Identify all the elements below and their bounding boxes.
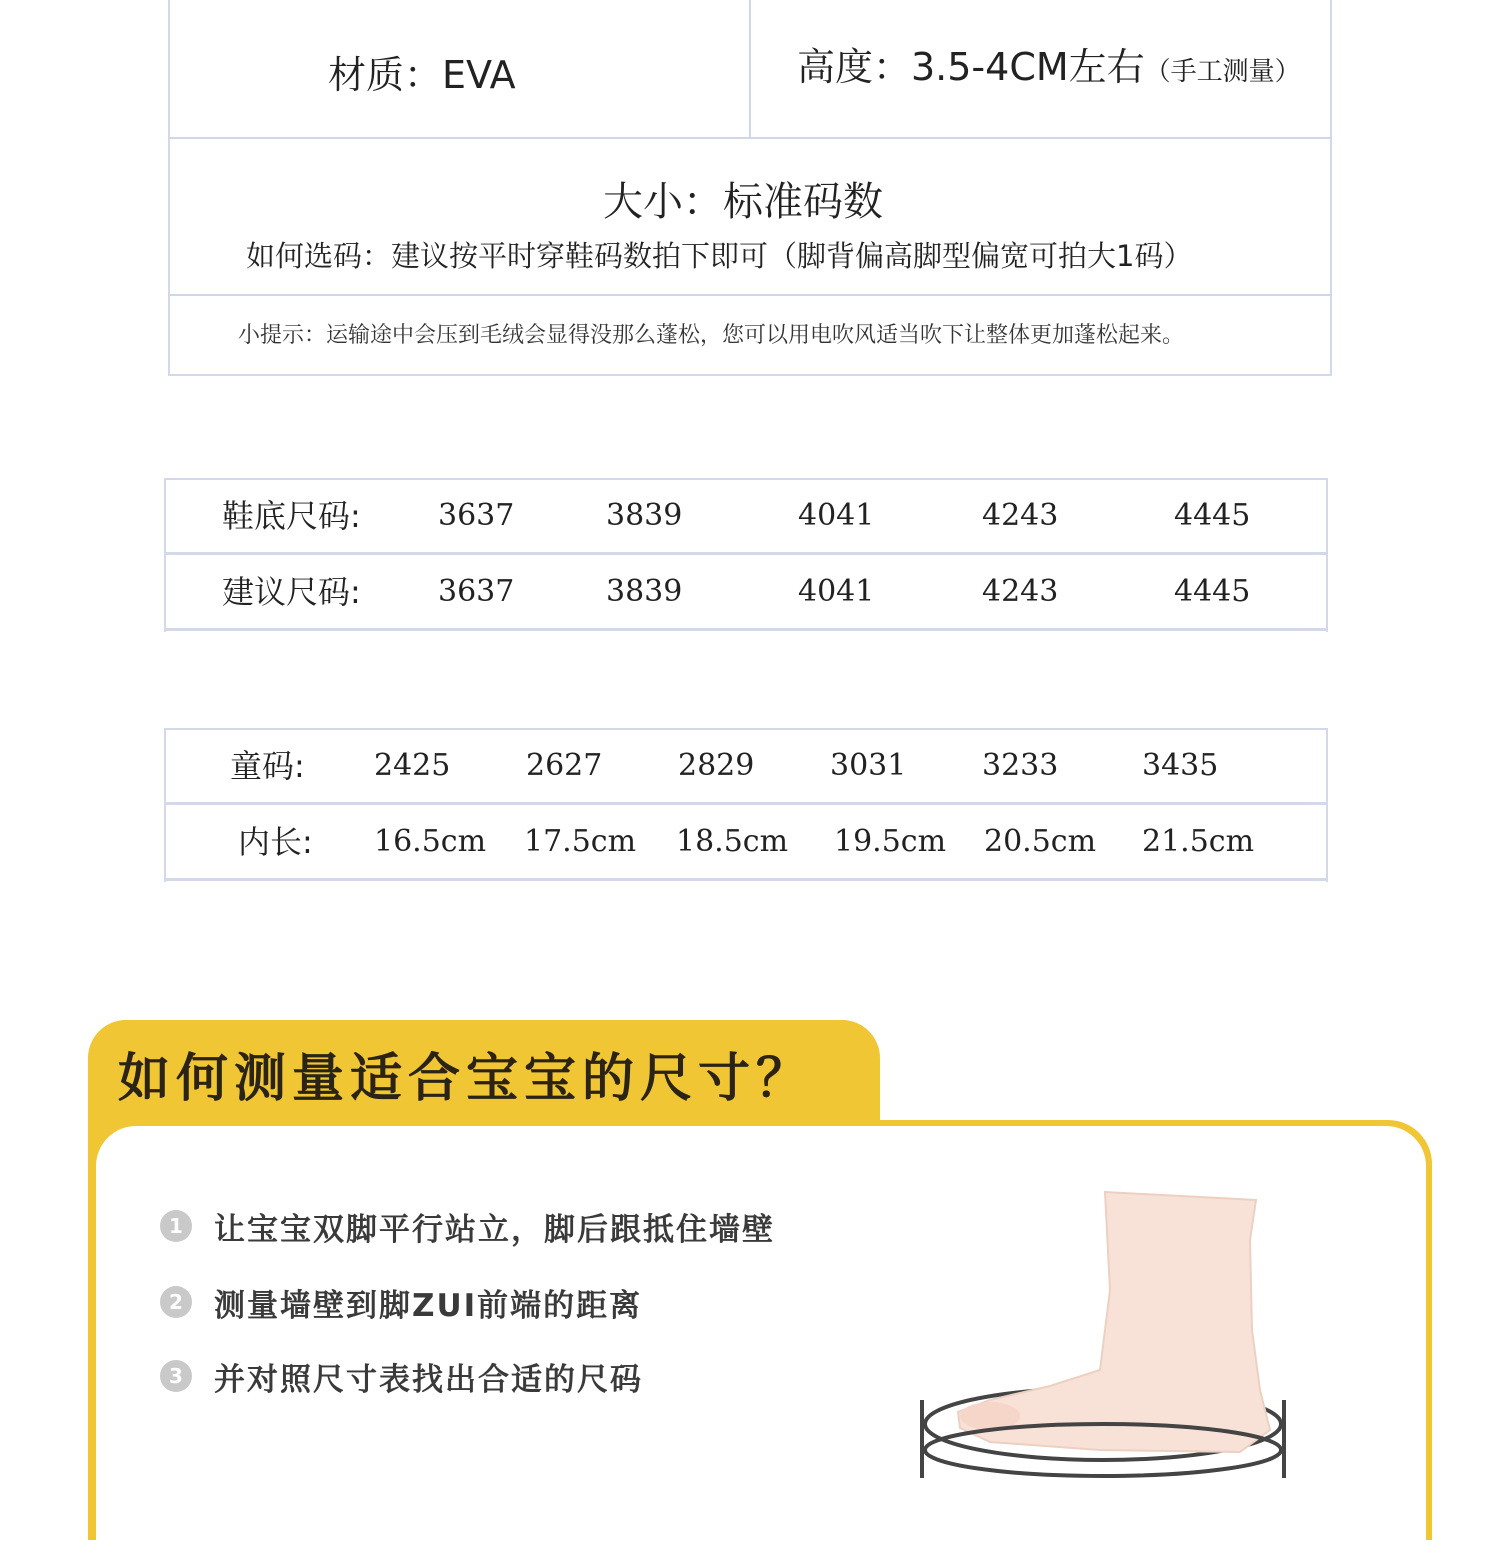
height-text [797,36,1301,91]
info-vertical-divider [749,0,751,138]
table-cell: 20.5cm [984,824,1097,859]
how-to-choose-text: 如何选码：建议按平时穿鞋码数拍下即可（脚背偏高脚型偏宽可拍大1码） [246,239,1193,273]
table-cell: 3637 [438,574,515,609]
step-2 [160,1282,642,1322]
table-row [166,730,1326,805]
kids-size-table [164,728,1328,882]
table-cell: 3031 [830,748,907,783]
table-cell: 17.5cm [524,824,637,859]
step-text: 让宝宝双脚平行站立，脚后跟抵住墙壁 [214,1211,775,1248]
step-number-icon: 3 [160,1360,192,1392]
height-main: 高度：3.5-4CM左右 [797,45,1145,89]
table-cell: 2829 [678,748,755,783]
table-cell: 4445 [1174,498,1251,533]
table-cell: 3839 [606,498,683,533]
table-cell: 21.5cm [1142,824,1255,859]
table-cell: 4243 [982,574,1059,609]
table-cell: 4041 [798,498,875,533]
measure-heading: 如何测量适合宝宝的尺寸？ [118,1049,815,1109]
table-cell: 3839 [606,574,683,609]
material-text: 材质：EVA [328,53,516,97]
step-3 [160,1356,643,1396]
row-label: 童码: [230,747,305,785]
step-number-icon: 2 [160,1286,192,1318]
height-note: （手工测量） [1144,57,1301,87]
step-text: 测量墙壁到脚ZUI前端的距离 [214,1287,643,1324]
table-row [166,806,1326,881]
table-row [166,480,1326,555]
size-text: 大小：标准码数 [603,179,883,225]
table-cell: 4041 [798,574,875,609]
table-cell: 4243 [982,498,1059,533]
info-divider-2 [168,294,1332,296]
tip-text: 小提示：运输途中会压到毛绒会显得没那么蓬松，您可以用电吹风适当吹下让整体更加蓬松起来。 [238,323,1185,348]
adult-size-table [164,478,1328,632]
step-1 [160,1206,775,1246]
table-cell: 4445 [1174,574,1251,609]
table-row [166,556,1326,631]
info-divider-1 [168,137,1332,139]
table-cell: 16.5cm [374,824,487,859]
step-text: 并对照尺寸表找出合适的尺码 [214,1361,643,1398]
row-label: 内长: [238,823,313,861]
step-number-icon: 1 [160,1210,192,1242]
table-cell: 19.5cm [834,824,947,859]
row-label: 建议尺码: [222,573,361,611]
table-cell: 2627 [526,748,603,783]
foot-illustration [900,1180,1320,1478]
table-cell: 3435 [1142,748,1219,783]
table-cell: 3233 [982,748,1059,783]
table-cell: 3637 [438,498,515,533]
row-label: 鞋底尺码: [222,497,361,535]
table-cell: 18.5cm [676,824,789,859]
table-cell: 2425 [374,748,451,783]
